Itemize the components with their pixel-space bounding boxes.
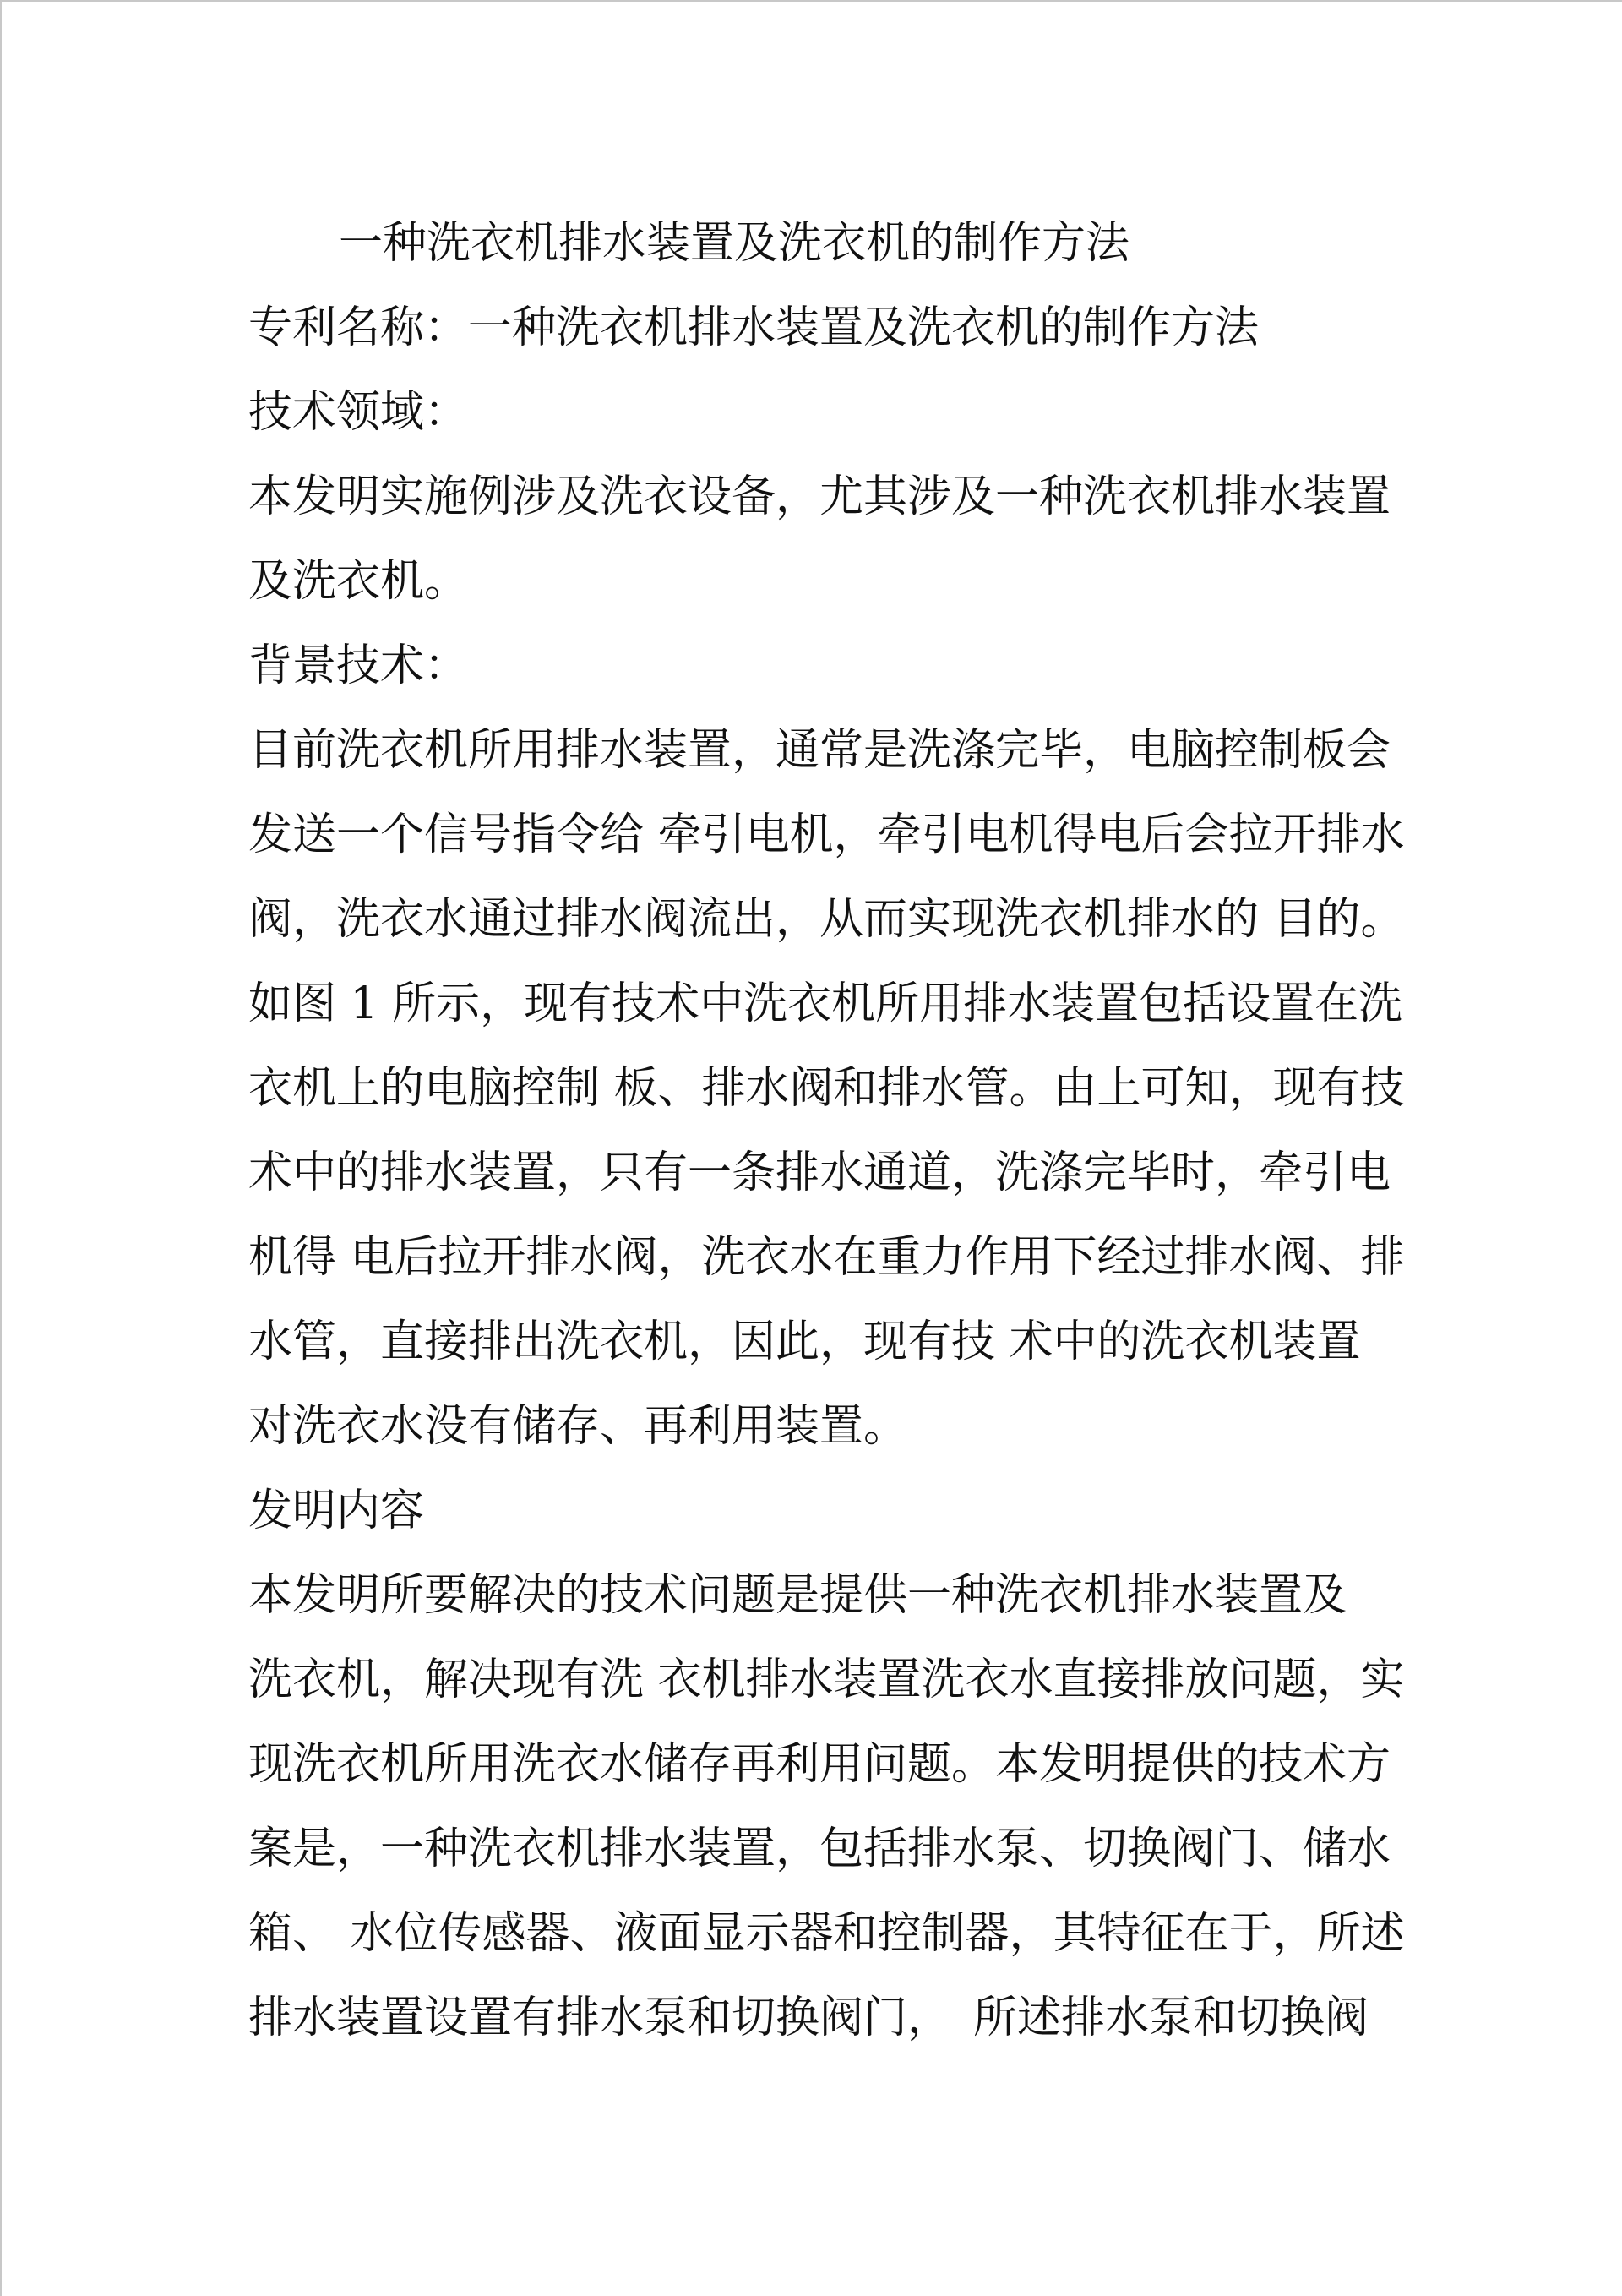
paragraph-line: 排水装置设置有排水泵和切换阀门， 所述排水泵和切换阀 (248, 1993, 1369, 2043)
paragraph-line: 案是，一种洗衣机排水装置，包括排水泵、切换阀门、储水 (248, 1824, 1391, 1874)
document-title: 一种洗衣机排水装置及洗衣机的制作方法 (338, 218, 1129, 269)
section-heading-background: 背景技术： (248, 641, 469, 691)
paragraph-line: 洗衣机，解决现有洗 衣机排水装置洗衣水直接排放问题，实 (248, 1655, 1405, 1705)
paragraph-line: 水管，直接排出洗衣机，因此，现有技 术中的洗衣机装置 (248, 1317, 1361, 1367)
paragraph-line: 目前洗衣机所用排水装置，通常是洗涤完毕，电脑控制板会 (248, 725, 1391, 776)
paragraph-line: 术中的排水装置，只有一条排水通道，洗涤完毕时，牵引电 (248, 1148, 1391, 1198)
patent-name: 专利名称：一种洗衣机排水装置及洗衣机的制作方法 (248, 303, 1260, 353)
paragraph-line: 如图 1 所示，现有技术中洗衣机所用排水装置包括设置在洗 (248, 979, 1403, 1029)
paragraph-line: 阀，洗衣水通过排水阀流出，从而实现洗衣机排水的 目的。 (248, 894, 1405, 945)
paragraph-line: 本发明所要解决的技术问题是提供一种洗衣机排水装置及 (248, 1570, 1347, 1621)
section-heading-field: 技术领域： (248, 387, 469, 438)
paragraph-line: 现洗衣机所用洗衣水储存再利用问题。本发明提供的技术方 (248, 1739, 1391, 1790)
paragraph-line: 箱、 水位传感器、液面显示器和控制器，其特征在于，所述 (248, 1908, 1405, 1959)
document-body (248, 201, 1423, 2060)
paragraph-line: 发送一个信号指令给 牵引电机，牵引电机得电后会拉开排水 (248, 810, 1405, 860)
paragraph-line: 机得 电后拉开排水阀，洗衣水在重力作用下经过排水阀、排 (248, 1232, 1405, 1283)
paragraph-line: 对洗衣水没有储存、再利用装置。 (248, 1401, 908, 1452)
paragraph-line: 衣机上的电脑控制 板、排水阀和排水管。由上可知，现有技 (248, 1063, 1405, 1114)
paragraph-line: 及洗衣机。 (248, 556, 469, 607)
paragraph-line: 本发明实施例涉及洗衣设备，尤其涉及一种洗衣机排水装置 (248, 472, 1391, 522)
section-heading-summary: 发明内容 (248, 1486, 425, 1536)
